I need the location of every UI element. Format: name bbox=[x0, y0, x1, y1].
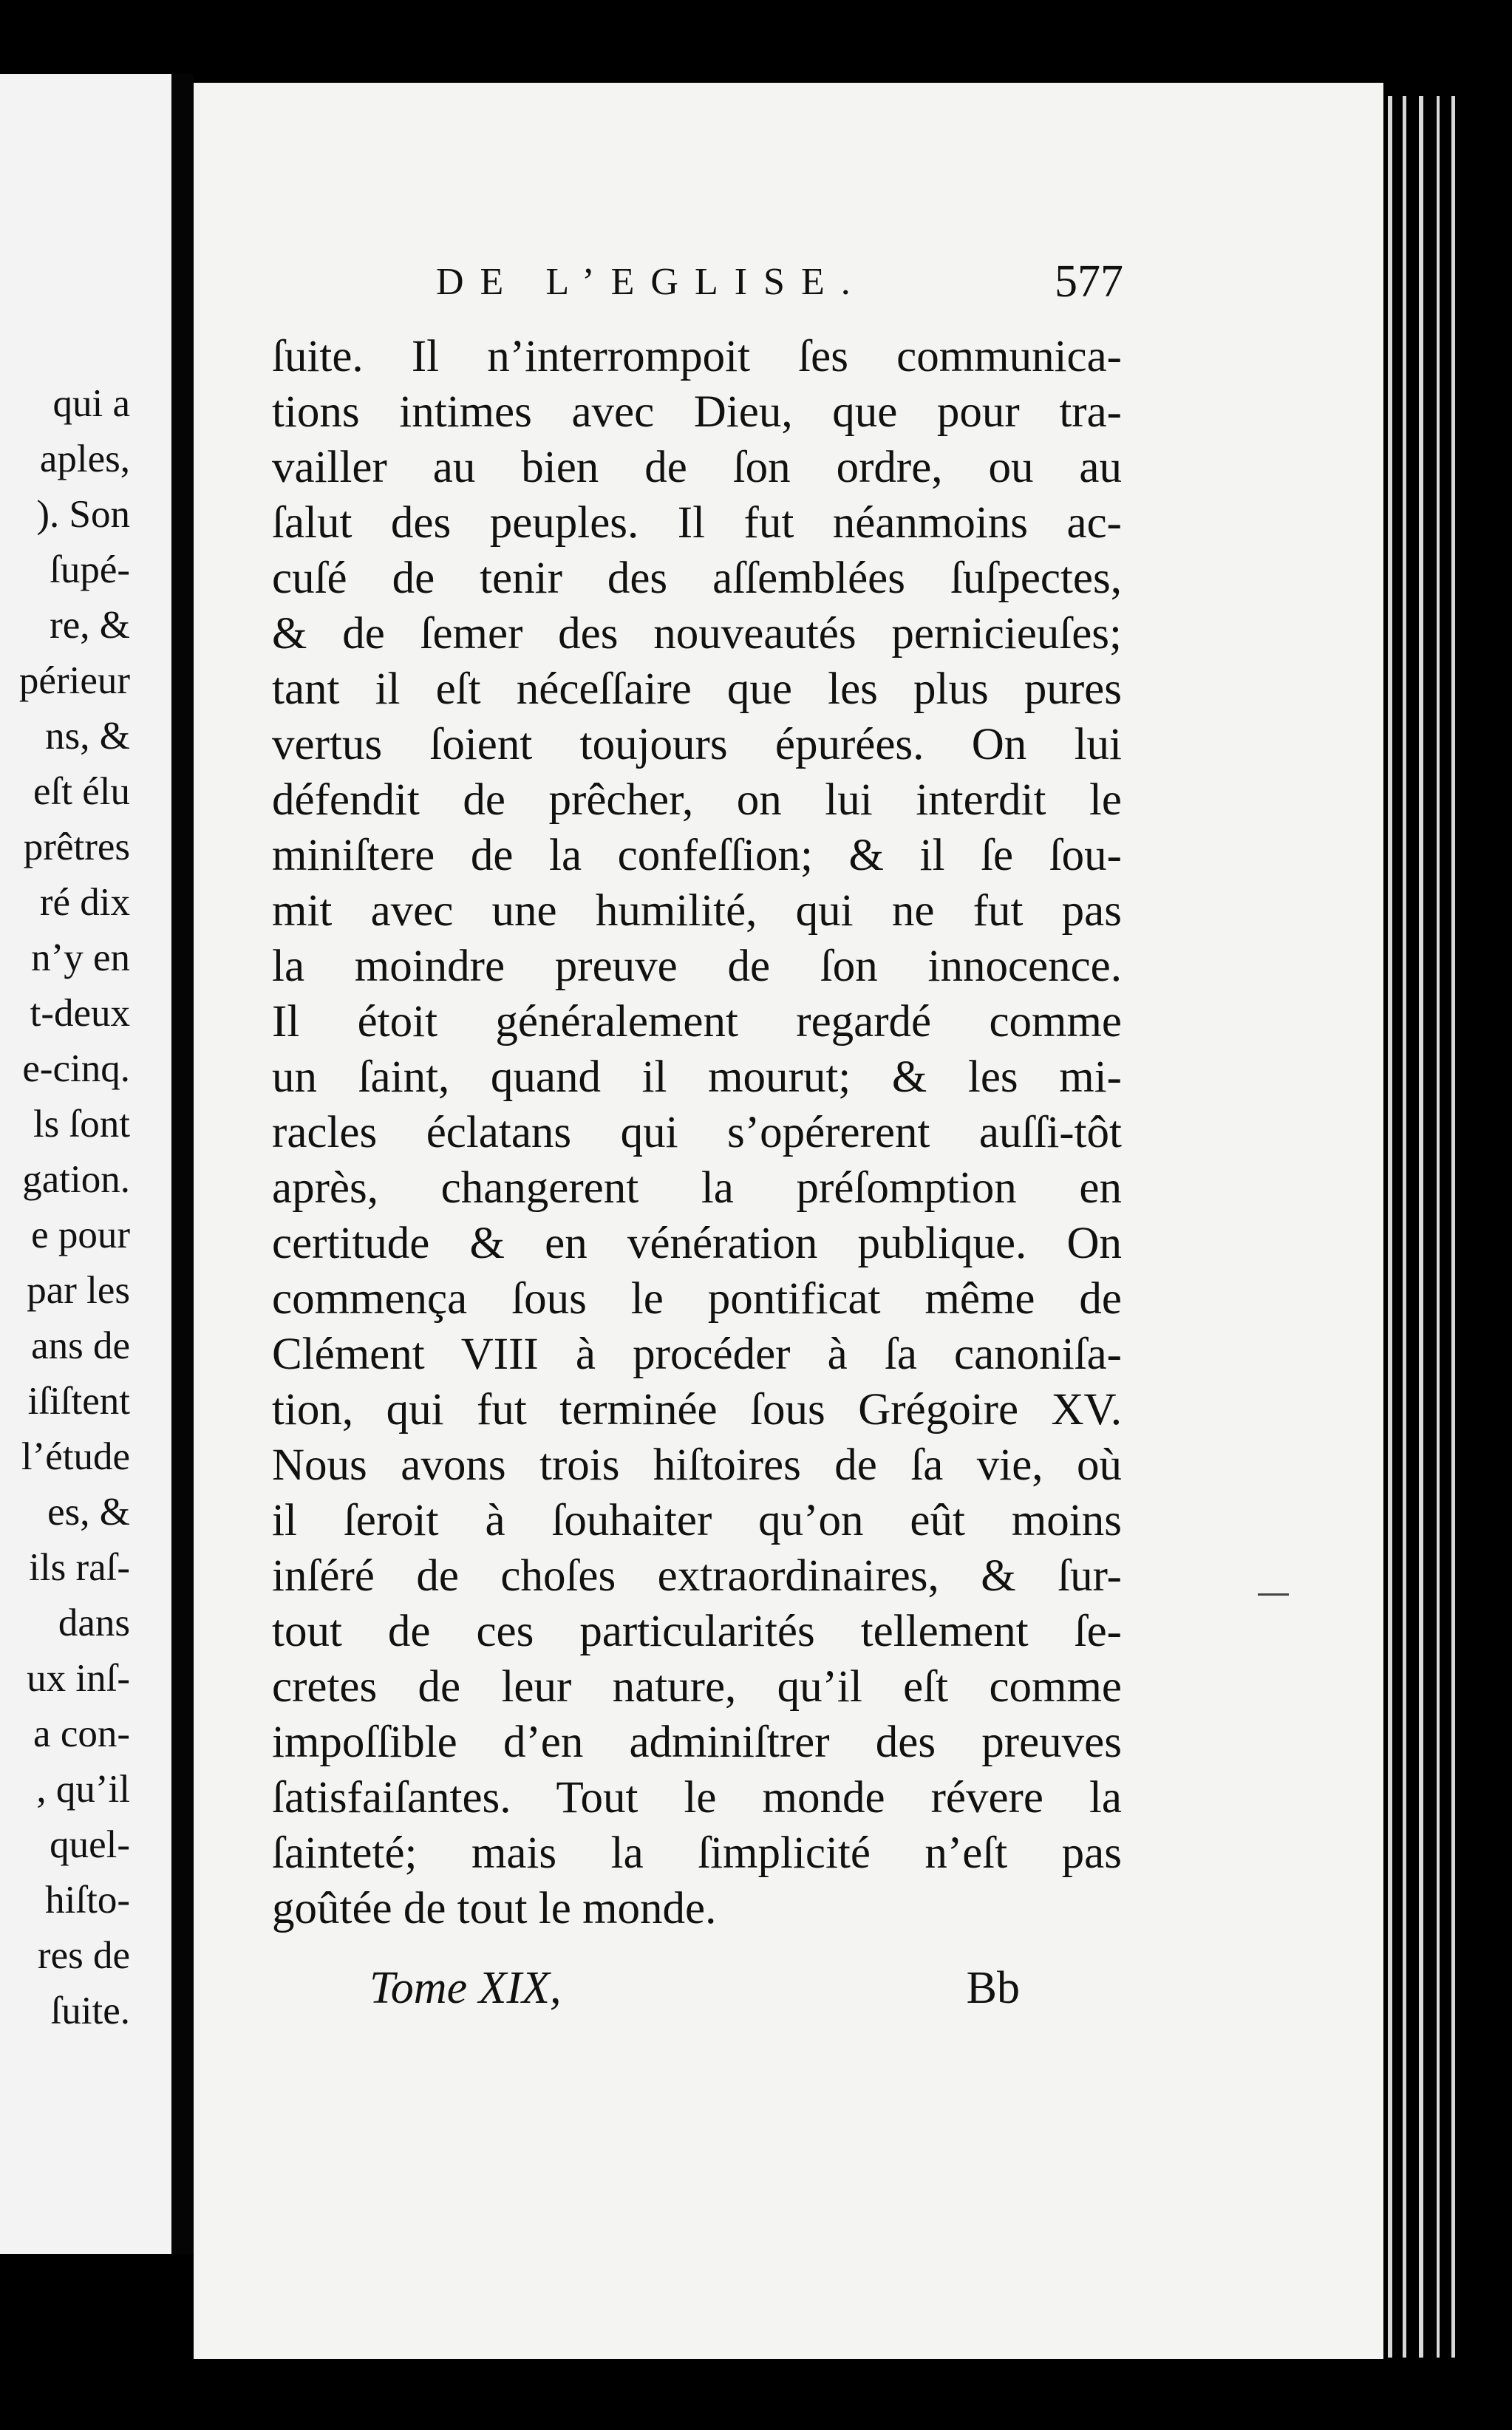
text-line: Nous avons trois hiſtoires de ſa vie, où bbox=[272, 1440, 1122, 1490]
text-line: ſatisfaiſantes. Tout le monde révere la bbox=[272, 1773, 1122, 1822]
facing-page-fragment: , qu’il bbox=[36, 1768, 130, 1811]
facing-page-fragment: eſt élu bbox=[33, 770, 130, 813]
text-line: après, changerent la préſomption en bbox=[272, 1163, 1122, 1213]
facing-page-fragment: ſuite. bbox=[50, 1990, 130, 2032]
text-line: commença ſous le pontificat même de bbox=[272, 1274, 1122, 1324]
facing-page-fragment: gation. bbox=[22, 1158, 130, 1201]
page-edges bbox=[1380, 96, 1462, 2358]
text-line: racles éclatans qui s’opérerent auſſi-tôt bbox=[272, 1108, 1122, 1157]
facing-page-fragment: res de bbox=[37, 1934, 130, 1977]
text-line: défendit de prêcher, on lui interdit le bbox=[272, 775, 1122, 825]
facing-page-fragment: ux inſ- bbox=[27, 1657, 130, 1700]
text-line: la moindre preuve de ſon innocence. bbox=[272, 942, 1122, 991]
facing-page-fragment: dans bbox=[58, 1602, 130, 1644]
text-line: certitude & en vénération publique. On bbox=[272, 1219, 1122, 1268]
facing-page-fragment: n’y en bbox=[31, 936, 130, 979]
facing-page-fragment: es, & bbox=[47, 1491, 130, 1534]
text-line: ſainteté; mais la ſimplicité n’eſt pas bbox=[272, 1828, 1122, 1878]
facing-page-fragment: périeur bbox=[18, 659, 130, 702]
text-line: il ſeroit à ſouhaiter qu’on eût moins bbox=[272, 1496, 1122, 1545]
text-line: vertus ſoient toujours épurées. On lui bbox=[272, 720, 1122, 769]
running-head-title: DE L’EGLISE. bbox=[436, 261, 867, 303]
facing-page-fragment: a con- bbox=[33, 1712, 130, 1755]
facing-page-fragment: ns, & bbox=[45, 715, 130, 758]
facing-page-fragment: qui a bbox=[52, 382, 130, 425]
facing-page-fragment: t-deux bbox=[30, 992, 130, 1035]
page-number: 577 bbox=[1055, 256, 1123, 307]
text-line-last: goûtée de tout le monde. bbox=[272, 1884, 717, 1933]
text-line: vailler au bien de ſon ordre, ou au bbox=[272, 443, 1122, 492]
facing-page-fragment: l’étude bbox=[21, 1435, 130, 1478]
book-gutter bbox=[171, 74, 194, 2254]
text-line: Clément VIII à procéder à ſa canoniſa- bbox=[272, 1330, 1122, 1379]
margin-mark bbox=[1258, 1593, 1289, 1596]
text-line: tant il eſt néceſſaire que les plus pures bbox=[272, 664, 1122, 714]
text-line: tion, qui fut terminée ſous Grégoire XV. bbox=[272, 1385, 1122, 1434]
text-line: inſéré de choſes extraordinaires, & ſur- bbox=[272, 1551, 1122, 1601]
facing-page-fragment: ils raſ- bbox=[29, 1546, 130, 1589]
text-line: un ſaint, quand il mourut; & les mi- bbox=[272, 1052, 1122, 1102]
text-line: & de ſemer des nouveautés pernicieuſes; bbox=[272, 609, 1122, 658]
facing-page-fragment: ré dix bbox=[39, 881, 130, 924]
facing-page-fragment: ls ſont bbox=[33, 1103, 130, 1146]
facing-page-fragment: ſupé- bbox=[50, 548, 130, 591]
facing-page-fragment: ). Son bbox=[36, 493, 130, 536]
facing-page-fragment: e pour bbox=[31, 1214, 130, 1256]
facing-page-fragment: iſiſtent bbox=[27, 1380, 130, 1423]
text-line: Il étoit généralement regardé comme bbox=[272, 997, 1122, 1046]
text-line: ſalut des peuples. Il fut néanmoins ac- bbox=[272, 498, 1122, 548]
facing-page-fragment: par les bbox=[27, 1269, 130, 1312]
facing-page-fragment: re, & bbox=[50, 604, 130, 647]
facing-page-fragment: hiſto- bbox=[45, 1879, 130, 1922]
text-line: cuſé de tenir des aſſemblées ſuſpectes, bbox=[272, 554, 1122, 603]
text-line: tout de ces particularités tellement ſe- bbox=[272, 1607, 1122, 1656]
page-footer bbox=[370, 1962, 1020, 2029]
facing-page-fragment: e-cinq. bbox=[22, 1047, 130, 1090]
running-head bbox=[251, 256, 1123, 312]
text-line: impoſſible d’en adminiſtrer des preuves bbox=[272, 1718, 1122, 1767]
text-line: cretes de leur nature, qu’il eſt comme bbox=[272, 1662, 1122, 1712]
facing-page-fragment: quel- bbox=[50, 1823, 130, 1866]
text-line: mit avec une humilité, qui ne fut pas bbox=[272, 886, 1122, 936]
text-line: tions intimes avec Dieu, que pour tra- bbox=[272, 387, 1122, 437]
volume-mark: Tome XIX, bbox=[370, 1963, 562, 2013]
body-text bbox=[272, 329, 1122, 1936]
facing-page bbox=[0, 74, 171, 2254]
text-line: ſuite. Il n’interrompoit ſes communica- bbox=[272, 332, 1122, 381]
facing-page-fragment: aples, bbox=[39, 438, 130, 480]
facing-page-fragment: ans de bbox=[31, 1324, 130, 1367]
facing-page-fragment: prêtres bbox=[23, 826, 130, 868]
text-line: miniſtere de la confeſſion; & il ſe ſou- bbox=[272, 831, 1122, 880]
signature-mark: Bb bbox=[966, 1963, 1020, 2013]
